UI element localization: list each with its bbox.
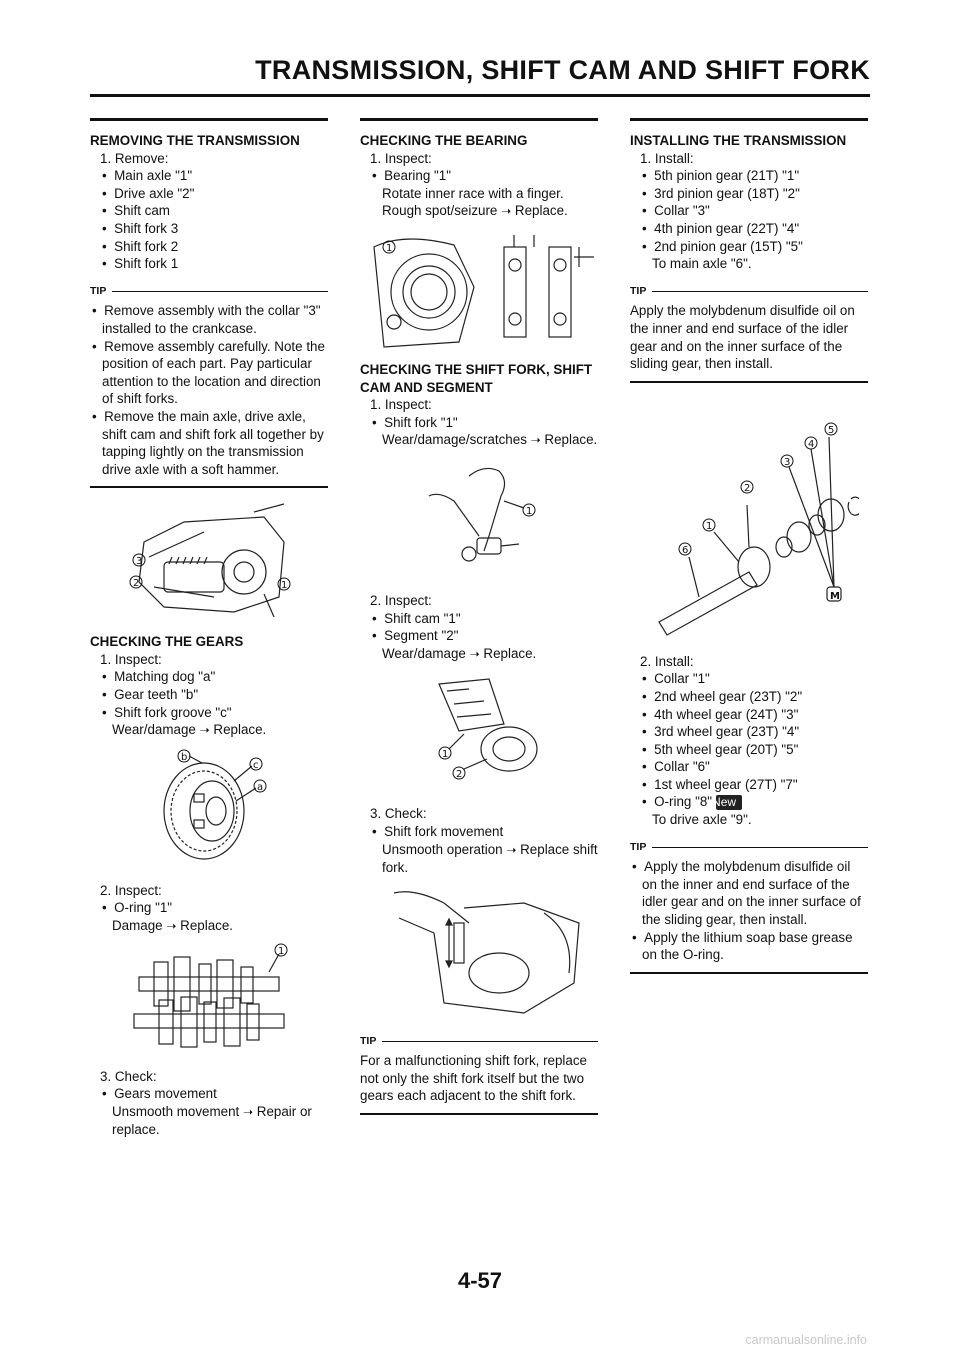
tip-label: TIP: [90, 284, 107, 297]
condition-text: Wear/damage: [382, 645, 466, 661]
shift-cam-segment-illustration: [409, 669, 549, 789]
arrow-icon: ➝: [243, 1104, 254, 1119]
sub-text: Rotate inner race with a finger.: [382, 185, 564, 201]
step-check: 3. Check:: [100, 1068, 157, 1084]
list-item: • Shift fork groove "c": [90, 704, 328, 722]
list-item: • 4th wheel gear (24T) "3": [630, 706, 868, 724]
callout-3: 3: [784, 456, 791, 468]
list-item: • Shift cam "1": [360, 610, 598, 628]
column-rule: [630, 118, 868, 121]
tip-label: TIP: [630, 284, 647, 297]
page-title: TRANSMISSION, SHIFT CAM AND SHIFT FORK: [255, 55, 870, 85]
list-item: • Collar "6": [630, 758, 868, 776]
list-item: • Drive axle "2": [90, 185, 328, 203]
step-install-2: 2. Install:: [640, 653, 694, 669]
step-inspect: 1. Inspect:: [370, 150, 432, 166]
list-item: • Shift fork 3: [90, 220, 328, 238]
condition-text: Unsmooth movement: [112, 1103, 240, 1119]
column-rule: [90, 118, 328, 121]
list-item: • Shift fork 2: [90, 238, 328, 256]
callout-1: 1: [526, 505, 533, 517]
tip-item: • Apply the lithium soap base grease on the O-ring.: [630, 929, 868, 964]
list-item: • Collar "3": [630, 202, 868, 220]
list-item: • 2nd pinion gear (15T) "5": [630, 238, 868, 256]
list-item: • Shift fork 1: [90, 255, 328, 273]
column-2: [360, 118, 598, 1129]
gear-illustration: [134, 746, 284, 866]
oring-label: O-ring "8": [654, 794, 713, 810]
callout-1: 1: [442, 749, 449, 761]
callout-4: 4: [808, 438, 815, 450]
step-inspect-2: 2. Inspect:: [370, 592, 432, 608]
action-text: Replace.: [544, 432, 598, 448]
action-text: Replace.: [213, 722, 267, 738]
tip-item: • Remove assembly with the collar "3" installed to the crankcase.: [90, 302, 328, 337]
tip-label: TIP: [360, 1034, 377, 1047]
step-install: 1. Install:: [640, 150, 694, 166]
action-text: Replace.: [514, 203, 568, 219]
arrow-icon: ➝: [501, 204, 512, 219]
tip-text: For a malfunctioning shift fork, replace not only the shift fork itself but the two gears each adjacent to the shift fork.: [360, 1053, 588, 1104]
step-remove: 1. Remove:: [100, 150, 169, 166]
section-heading-bearing: CHECKING THE BEARING: [360, 133, 528, 148]
callout-1: 1: [281, 580, 288, 592]
column-3: [630, 118, 868, 988]
arrow-icon: ➝: [506, 842, 517, 857]
arrow-icon: ➝: [530, 433, 541, 448]
list-item: • 5th pinion gear (21T) "1": [630, 167, 868, 185]
list-item: • O-ring "1": [90, 899, 328, 917]
shift-fork-movement-illustration: [374, 883, 584, 1023]
callout-6: 6: [682, 544, 689, 556]
list-item: • Matching dog "a": [90, 668, 328, 686]
action-text: Replace shift fork.: [382, 841, 598, 876]
list-item-oring: [630, 793, 868, 811]
step-inspect: 1. Inspect:: [370, 397, 432, 413]
section-heading-removing: REMOVING THE TRANSMISSION: [90, 133, 300, 148]
watermark: carmanualsonline.info: [745, 1333, 867, 1347]
new-badge: New: [716, 795, 742, 810]
column-1: [90, 118, 328, 1139]
tip-box: [90, 283, 328, 489]
callout-c: c: [253, 759, 259, 771]
action-text: Replace.: [180, 918, 234, 934]
section-heading-installing: INSTALLING THE TRANSMISSION: [630, 133, 847, 148]
callout-1: 1: [706, 520, 713, 532]
condition-text: Wear/damage/scratches: [382, 432, 527, 448]
list-item: • 3rd pinion gear (18T) "2": [630, 185, 868, 203]
condition-text: Damage: [112, 918, 163, 934]
shift-fork-illustration: [409, 456, 549, 576]
sub-text: To drive axle "9".: [652, 812, 752, 828]
tip-item: • Remove assembly carefully. Note the position of each part. Pay particular attention to the location and direction of shift forks.: [90, 338, 328, 408]
section-heading-gears: CHECKING THE GEARS: [90, 634, 244, 650]
tip-text: Apply the molybdenum disulfide oil on the inner and end surface of the idler gear and on the inner surface of the sliding gear, then install.: [630, 303, 855, 372]
action-text: Repair or replace.: [112, 1103, 312, 1138]
transmission-assembly-illustration: [124, 502, 294, 617]
list-item: • Segment "2": [360, 627, 598, 645]
tip-item: • Remove the main axle, drive axle, shift cam and shift fork all together by tapping lightly on the transmission drive axle with a soft hammer.: [90, 408, 328, 478]
list-item: • Collar "1": [630, 670, 868, 688]
list-item: • Gear teeth "b": [90, 686, 328, 704]
arrow-icon: ➝: [469, 646, 480, 661]
tip-box: [630, 839, 868, 974]
list-item: • 5th wheel gear (20T) "5": [630, 741, 868, 759]
condition-text: Wear/damage: [112, 722, 196, 738]
list-item: • Shift fork movement: [360, 823, 598, 841]
callout-5: 5: [828, 424, 835, 436]
list-item: • Main axle "1": [90, 167, 328, 185]
tip-item: • Apply the molybdenum disulfide oil on the inner and end surface of the idler gear and on the inner surface of the sliding gear, then install.: [630, 858, 868, 928]
gear-shafts-illustration: [129, 942, 289, 1052]
sub-text: To main axle "6".: [652, 256, 752, 272]
list-item: • Shift cam: [90, 202, 328, 220]
bearing-illustration: [364, 227, 594, 355]
page-number: 4-57: [457, 1268, 503, 1293]
column-rule: [360, 118, 598, 121]
callout-2: 2: [744, 482, 751, 494]
callout-2: 2: [133, 578, 140, 590]
step-inspect-2: 2. Inspect:: [100, 882, 162, 898]
callout-a: a: [257, 781, 264, 793]
callout-2: 2: [456, 769, 463, 781]
section-heading-shift-fork: CHECKING THE SHIFT FORK, SHIFT CAM AND SEGMENT: [360, 361, 593, 395]
list-item: • Gears movement: [90, 1085, 328, 1103]
step-check: 3. Check:: [370, 806, 427, 822]
action-text: Replace.: [483, 645, 537, 661]
callout-3: 3: [136, 556, 143, 568]
main-axle-assembly-illustration: [639, 397, 859, 647]
callout-1: 1: [278, 945, 285, 957]
condition-text: Rough spot/seizure: [382, 203, 498, 219]
list-item: • 1st wheel gear (27T) "7": [630, 776, 868, 794]
list-item: • 4th pinion gear (22T) "4": [630, 220, 868, 238]
title-rule: [90, 94, 870, 97]
tip-box: [630, 283, 868, 383]
list-item: • 3rd wheel gear (23T) "4": [630, 723, 868, 741]
arrow-icon: ➝: [199, 723, 210, 738]
list-item: • 2nd wheel gear (23T) "2": [630, 688, 868, 706]
list-item: • Bearing "1": [360, 167, 598, 185]
callout-1: 1: [386, 242, 393, 254]
tip-label: TIP: [630, 840, 647, 853]
list-item: • Shift fork "1": [360, 414, 598, 432]
callout-b: b: [181, 751, 188, 763]
tip-box: [360, 1033, 598, 1115]
arrow-icon: ➝: [166, 919, 177, 934]
moly-oil-symbol: M: [830, 590, 840, 602]
condition-text: Unsmooth operation: [382, 841, 503, 857]
step-inspect: 1. Inspect:: [100, 651, 162, 667]
